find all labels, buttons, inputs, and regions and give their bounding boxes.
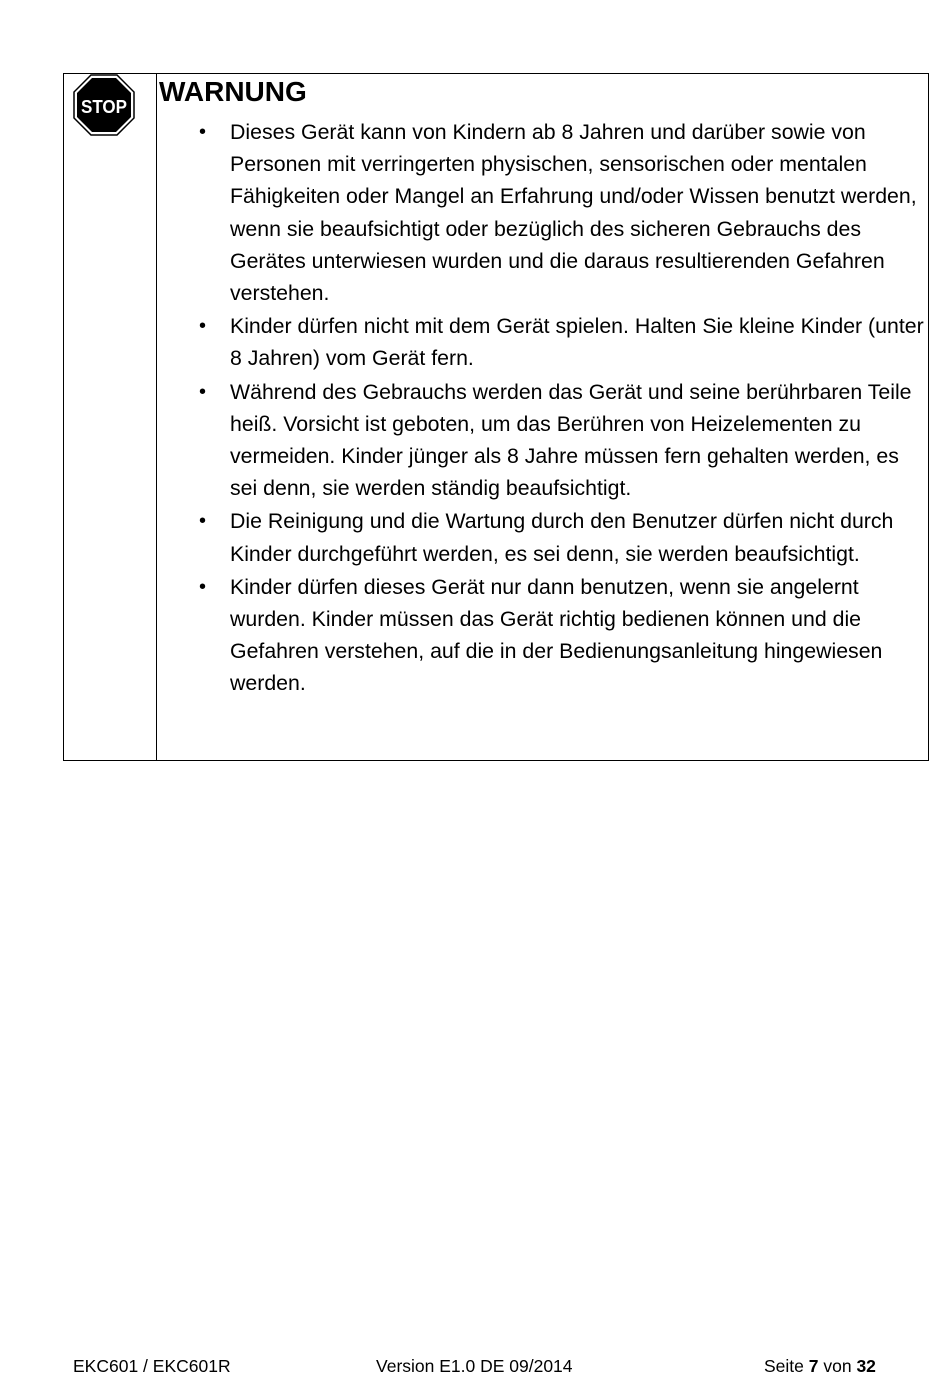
footer-page-mid: von <box>818 1356 857 1376</box>
bullet-icon: • <box>199 510 207 533</box>
footer-version: Version E1.0 DE 09/2014 <box>376 1356 573 1376</box>
list-item <box>157 116 927 309</box>
footer-page-total: 32 <box>856 1356 876 1376</box>
bullet-icon: • <box>199 121 207 143</box>
warning-box <box>63 73 929 761</box>
bullet-icon: • <box>199 380 207 403</box>
list-item <box>157 310 927 374</box>
footer-page-prefix: Seite <box>764 1356 809 1376</box>
stop-sign-icon <box>73 74 135 136</box>
warning-title: WARNUNG <box>159 76 307 107</box>
bullet-icon: • <box>199 315 207 338</box>
list-item-text: Während des Gebrauchs werden das Gerät und seine berührbaren Teile heiß. Vorsicht ist geboten, um das Berühren von Heizelementen zu vermeiden. Kinder jünger als 8 Jahre müssen fern gehalten werden, es sei denn, sie werden ständig beaufsichtigt. <box>230 379 912 501</box>
list-item <box>157 505 927 569</box>
footer-page-number <box>764 1355 876 1377</box>
list-item <box>157 571 927 700</box>
list-item-text: Dieses Gerät kann von Kindern ab 8 Jahren und darüber sowie von Personen mit verringerten physischen, sensorischen oder mentalen Fähigkeiten oder Mangel an Erfahrung und/oder Wissen benutzt werden, wenn sie beaufsichtigt oder bezüglich des sicheren Gebrauchs des Gerätes unterwiesen wurden und die daraus resultierenden Gefahren verstehen. <box>230 120 917 306</box>
page-footer <box>0 1355 950 1377</box>
list-item <box>157 376 927 505</box>
bullet-icon: • <box>199 575 207 598</box>
footer-page-current: 7 <box>808 1356 819 1376</box>
list-item-text: Kinder dürfen dieses Gerät nur dann benutzen, wenn sie angelernt wurden. Kinder müssen das Gerät richtig bedienen können und die Gefahren verstehen, auf die in der Bedienungsanleitung hingewiesen werden. <box>230 574 883 696</box>
warning-icon-cell <box>64 74 157 760</box>
list-item-text: Die Reinigung und die Wartung durch den Benutzer dürfen nicht durch Kinder durchgeführt werden, es sei denn, sie werden beaufsichtigt. <box>230 509 894 566</box>
warning-content-cell <box>157 74 928 760</box>
warning-list <box>157 116 927 701</box>
stop-sign-text: STOP <box>81 97 127 117</box>
footer-model: EKC601 / EKC601R <box>73 1356 231 1376</box>
list-item-text: Kinder dürfen nicht mit dem Gerät spielen. Halten Sie kleine Kinder (unter 8 Jahren) vom Gerät fern. <box>230 314 924 371</box>
